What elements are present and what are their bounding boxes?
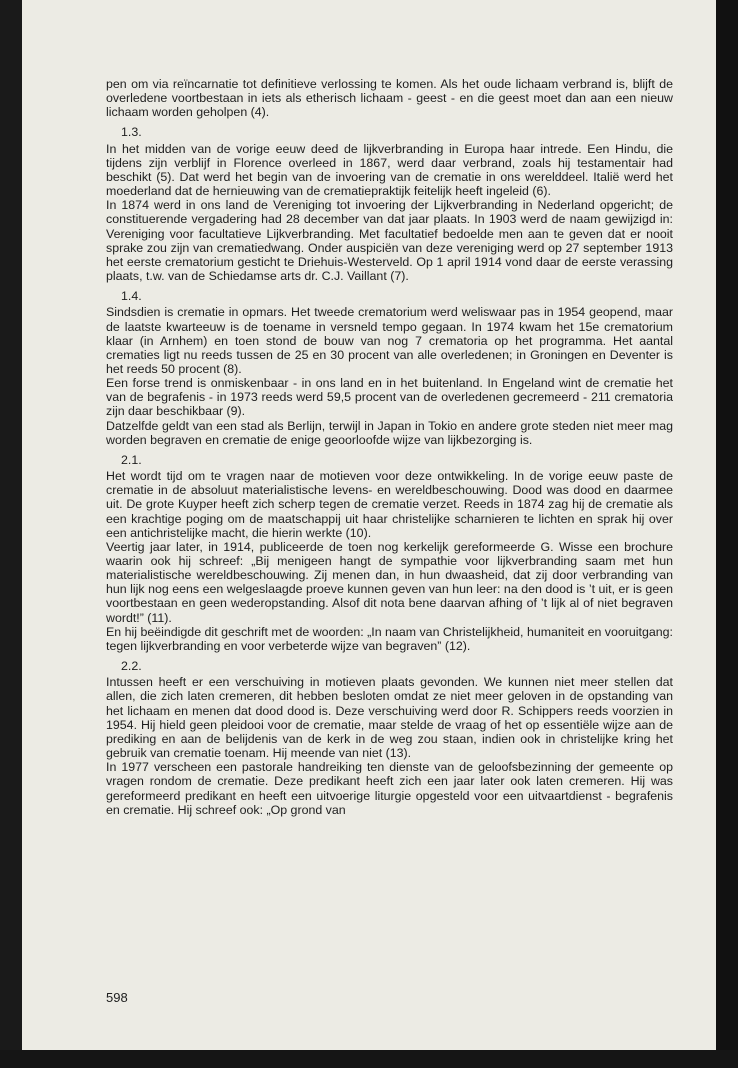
paragraph: pen om via reïncarnatie tot definitieve verlossing te komen. Als het oude lichaam verbrand is, blijft de overledene voortbestaan in iets als etherisch lichaam - geest - en die geest moet dan aan een nieuw lichaam worden geholpen (4). [106, 77, 673, 120]
document-page [22, 0, 717, 1050]
paragraph: In 1977 verscheen een pastorale handreiking ten dienste van de geloofsbezinning der gemeente op vragen rondom de crematie. Deze predikant heeft zich een jaar later ook laten cremeren. Hij was gereformeerd predikant en heeft een uitvoerige liturgie opgesteld voor een uitvaartdienst - begrafenis en crematie. Hij schreef ook: „Op grond van [106, 760, 673, 817]
body-text [106, 77, 673, 817]
section-heading: 1.3. [121, 125, 142, 140]
section-heading: 2.2. [121, 659, 142, 674]
paragraph: Veertig jaar later, in 1914, publiceerde de toen nog kerkelijk gereformeerde G. Wisse een brochure waarin ook hij schreef: „Bij menigeen hangt de sympathie voor lijkverbranding saam met hun materialistische wereldbeschouwing. Zij menen dan, in hun dwaasheid, dat zij door verbranding van hun lijk nog eens een welgeslaagde proeve kunnen geven van hun leer: na den dood is ’t uit, er is geen voortbestaan en geen wederopstanding. Alsof dit nota bene daarvan afhing of ’t lijk al of niet begraven wordt!” (11). [106, 539, 673, 625]
paragraph: Datzelfde geldt van een stad als Berlijn, terwijl in Japan in Tokio en andere grote steden niet meer mag worden begraven en crematie de enige geoorloofde wijze van lijkbezorging is. [106, 418, 673, 447]
scan-bottom-border [0, 1050, 738, 1068]
page-number: 598 [106, 990, 128, 1005]
paragraph: In 1874 werd in ons land de Vereniging tot invoering der Lijkverbranding in Nederland opgericht; de constituerende vergadering had 28 december van dat jaar plaats. In 1903 werd de naam gewijzigd in: Vereniging voor facultatieve Lijkverbranding. Met facultatief bedoelde men aan te geven dat er nooit sprake zou zijn van crematiedwang. Onder auspiciën van deze vereniging werd op 27 september 1913 het eerste crematorium gesticht te Driehuis-Westerveld. Op 1 april 1914 vond daar de eerste verassing plaats, t.w. van de Schiedamse arts dr. C.J. Vaillant (7). [106, 198, 673, 284]
section-heading: 2.1. [121, 452, 142, 467]
paragraph: Intussen heeft er een verschuiving in motieven plaats gevonden. We kunnen niet meer stellen dat allen, die zich laten cremeren, dit hebben besloten omdat ze niet meer geloven in de opstanding van het lichaam en menen dat dood dood is. Deze verschuiving werd door R. Schippers reeds voorzien in 1954. Hij hield geen pleidooi voor de crematie, maar stelde de vraag of het op essentiële wijze aan de prediking en aan de belijdenis van de kerk in de weg zou staan, indien ook in christelijke kring het gebruik van crematie toenam. Hij meende van niet (13). [106, 675, 673, 761]
paragraph: Het wordt tijd om te vragen naar de motieven voor deze ontwikkeling. In de vorige eeuw paste de crematie in de absoluut materialistische levens- en wereldbeschouwing. Dood was dood en daarmee uit. De grote Kuyper heeft zich scherp tegen de crematie verzet. Reeds in 1874 zag hij de crematie als een krachtige poging om de maatschappij uit haar christelijke scharnieren te lichten en sprak hij over een antichristelijke macht, die hierin werkte (10). [106, 469, 673, 540]
paragraph: Een forse trend is onmiskenbaar - in ons land en in het buitenland. In Engeland wint de crematie het van de begrafenis - in 1973 reeds werd 59,5 procent van de overledenen gecremeerd - 211 crematoria zijn daar beschikbaar (9). [106, 376, 673, 419]
binding-spine [716, 0, 738, 1068]
paragraph: En hij beëindigde dit geschrift met de woorden: „In naam van Christelijkheid, humaniteit en vooruitgang: tegen lijkverbranding en voor verbeterde wijze van begraven” (12). [106, 624, 673, 653]
paragraph: In het midden van de vorige eeuw deed de lijkverbranding in Europa haar intrede. Een Hindu, die tijdens zijn verblijf in Florence overleed in 1867, werd daar verbrand, zoals hij testamentair had beschikt (5). Dat werd het begin van de invoering van de crematie in ons werelddeel. Italië werd het moederland dat de hernieuwing van de crematiepraktijk feitelijk heeft ingeleid (6). [106, 141, 673, 199]
paragraph: Sindsdien is crematie in opmars. Het tweede crematorium werd weliswaar pas in 1954 geopend, maar de laatste kwarteeuw is de toename in versneld tempo gegaan. In 1974 kwam het 15e crematorium klaar (in Arnhem) en toen stond de bouw van nog 7 crematoria op het programma. Het aantal crematies ligt nu reeds tussen de 25 en 30 procent van alle overledenen; in Groningen en Deventer is het reeds 50 procent (8). [106, 305, 673, 376]
section-heading: 1.4. [121, 289, 142, 304]
